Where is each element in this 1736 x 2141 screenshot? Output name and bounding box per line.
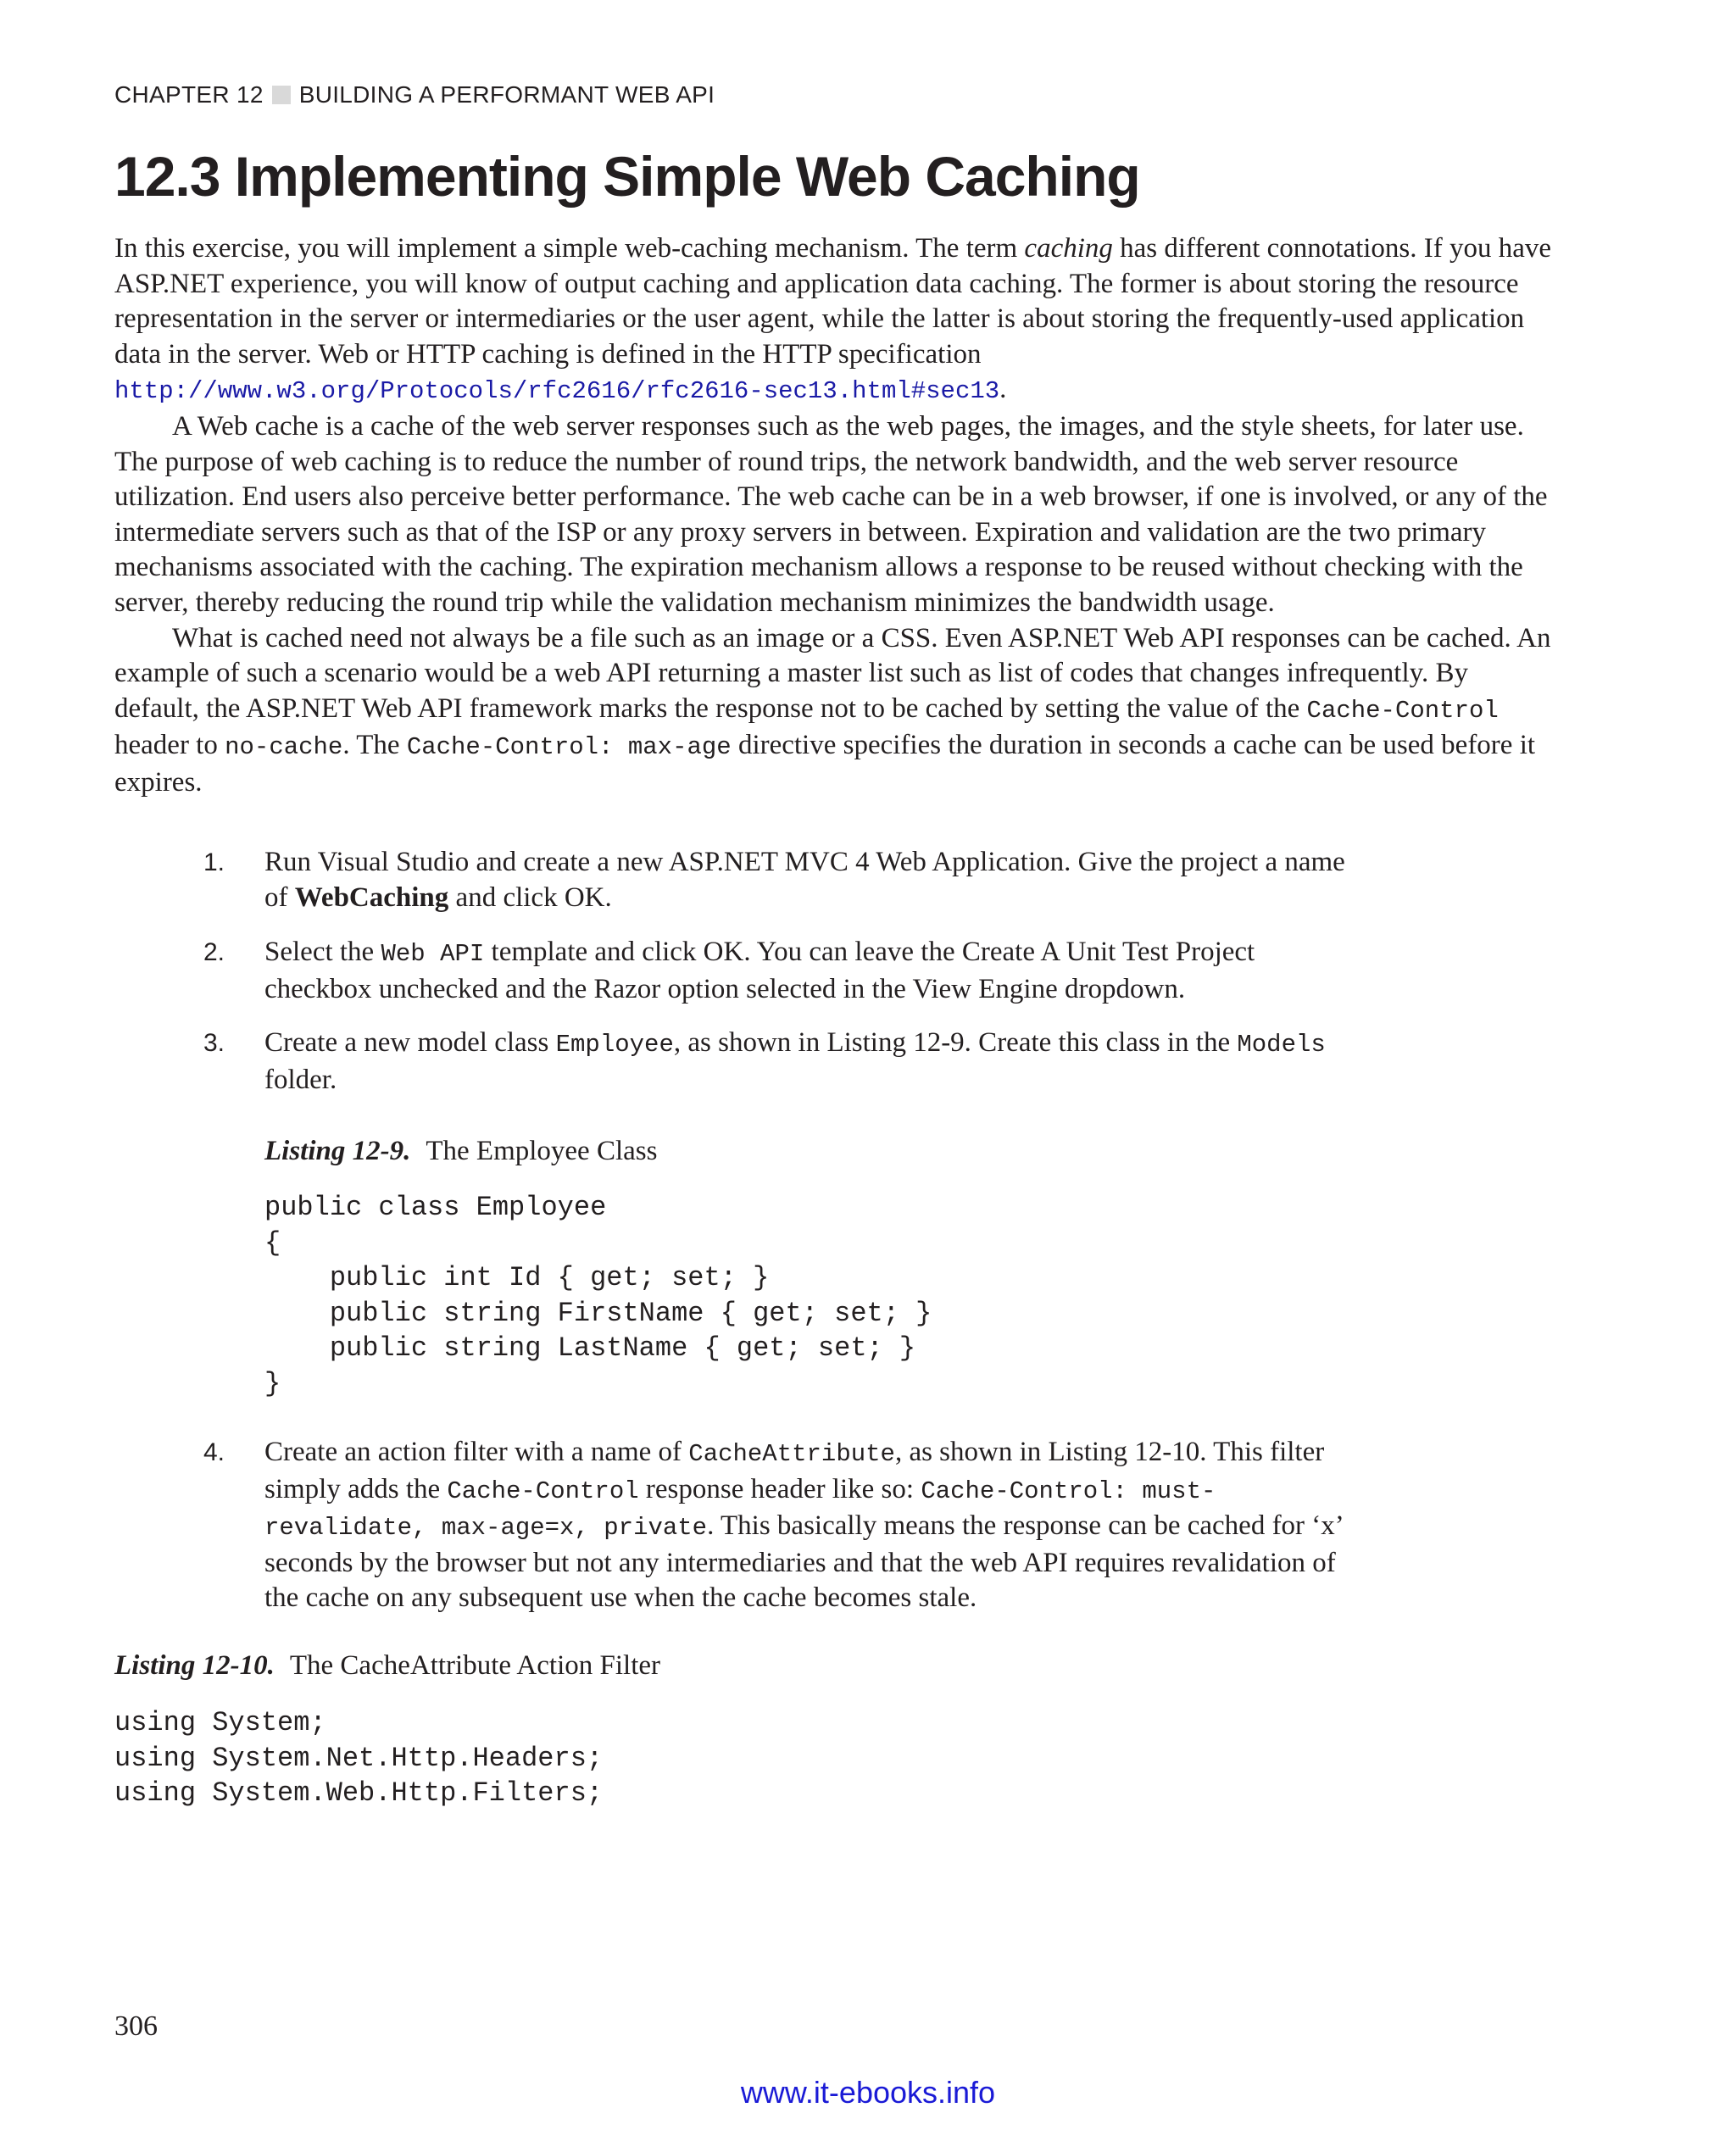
paragraph-2: A Web cache is a cache of the web server responses such as the web pages, the images, and the style sheets, for later use. The purpose of web caching is to reduce the number of round trips, the network bandwidth, and the web server resource utilization. End users also perceive better performance. The web cache can be in a web browser, if one is involved, or any of the intermediate servers such as that of the ISP or any proxy servers in between. Expiration and validation are the two primary mechanisms associated with the caching. The expiration mechanism allows a response to be reused without checking with the server, thereby reducing the round trip while the validation mechanism minimizes the bandwidth usage. — [114, 410, 1548, 618]
code-block-employee: public class Employee { public int Id { get; set; } public string FirstName { get; set; } public string LastName { get; set; } } — [264, 1192, 932, 1399]
chapter-label: CHAPTER 12 — [114, 81, 264, 108]
employee-code: Employee — [555, 1031, 674, 1059]
step-3-text-c: folder. — [264, 1064, 337, 1095]
paragraph-1-emphasis: caching — [1024, 233, 1113, 264]
chapter-title: BUILDING A PERFORMANT WEB API — [298, 81, 715, 108]
paragraph-3-text-d: directive specifies the duration in seconds a cache can be used before it expires. — [114, 730, 1536, 798]
step-4-text-c: response header like so: — [638, 1473, 921, 1504]
step-text — [264, 1435, 1356, 1616]
step-text — [264, 845, 1356, 915]
footer-site-link[interactable]: www.it-ebooks.info — [740, 2075, 996, 2110]
no-cache-code: no-cache — [225, 733, 343, 762]
step-item — [203, 935, 1356, 1007]
step-4-text-b: , as shown in Listing 12-10. This filter simply adds the — [264, 1437, 1325, 1504]
paragraph-3-text-b: header to — [114, 730, 225, 761]
step-3-text-b: , as shown in Listing 12-9. Create this class in the — [673, 1027, 1238, 1058]
step-item — [203, 1435, 1356, 1616]
paragraph-1-text-a: In this exercise, you will implement a simple web-caching mechanism. The term — [114, 233, 1025, 264]
separator-square-icon — [272, 86, 291, 104]
step-number: 2. — [203, 938, 225, 966]
max-age-code: Cache-Control: max-age — [406, 733, 732, 762]
section-title: 12.3 Implementing Simple Web Caching — [114, 145, 1140, 208]
project-name: WebCaching — [294, 881, 449, 913]
listing-label: Listing 12-9. — [264, 1136, 411, 1166]
cache-control-code: Cache-Control — [447, 1476, 639, 1505]
code-block-usings: using System; using System.Net.Http.Headers; using System.Web.Http.Filters; — [114, 1707, 604, 1810]
rfc2616-link[interactable]: http://www.w3.org/Protocols/rfc2616/rfc2616-sec13.html#sec13 — [114, 377, 1000, 406]
paragraph-1-text-b: has different connotations. If you have ASP.NET experience, you will know of output caching and application data caching. The former is about storing the resource representation in the server or intermediaries or the user agent, while the latter is about storing the frequently-used application data in the server. Web or HTTP caching is defined in the HTTP specification — [114, 233, 1552, 370]
step-1-text-a: Run Visual Studio and create a new ASP.NET MVC 4 Web Application. Give the project a name of — [264, 847, 1345, 913]
step-number: 1. — [203, 848, 225, 876]
step-2-text-a: Select the — [264, 937, 381, 967]
must-revalidate-code: Cache-Control: must-revalidate, max-age=x, private — [264, 1476, 1216, 1543]
paragraph-3-text-a: What is cached need not always be a file such as an image or a CSS. Even ASP.NET Web API responses can be cached. An example of such a scenario would be a web API returning a master list such as list of codes that changes infrequently. By default, the ASP.NET Web API framework marks the response not to be cached by setting the value of the — [114, 622, 1551, 724]
paragraph-3-text-c: . The — [342, 730, 407, 761]
listing-label: Listing 12-10. — [114, 1650, 275, 1681]
web-api-code: Web API — [381, 940, 485, 968]
listing-caption — [264, 1136, 657, 1167]
step-1-text-b: and click OK. — [448, 881, 612, 913]
step-2-text-b: template and click OK. You can leave the Create A Unit Test Project checkbox unchecked and the Razor option selected in the View Engine dropdown. — [264, 937, 1255, 1004]
step-item — [203, 1026, 1356, 1098]
listing-caption — [114, 1650, 660, 1682]
paragraph-1-end: . — [999, 374, 1007, 405]
paragraph-1 — [114, 231, 1555, 409]
running-header — [114, 81, 715, 108]
step-text — [264, 935, 1356, 1007]
step-4-text-d: . This basically means the response can be cached for ‘x’ seconds by the browser but not any intermediaries and that the web API requires revalidation of the cache on any subsequent use when the cache becomes stale. — [264, 1510, 1343, 1614]
cache-control-code: Cache-Control — [1306, 696, 1499, 725]
intro-paragraphs — [114, 231, 1555, 801]
step-number: 4. — [203, 1438, 225, 1466]
step-4-text-a: Create an action filter with a name of — [264, 1437, 689, 1467]
step-3-text-a: Create a new model class — [264, 1027, 556, 1058]
listing-title: The Employee Class — [426, 1136, 658, 1166]
models-code: Models — [1237, 1031, 1326, 1059]
step-item — [203, 845, 1356, 915]
page-number: 306 — [114, 2010, 158, 2042]
step-text — [264, 1026, 1356, 1098]
step-number: 3. — [203, 1029, 225, 1057]
listing-title: The CacheAttribute Action Filter — [289, 1650, 660, 1681]
paragraph-3 — [114, 621, 1555, 801]
cacheattribute-code: CacheAttribute — [688, 1440, 895, 1468]
